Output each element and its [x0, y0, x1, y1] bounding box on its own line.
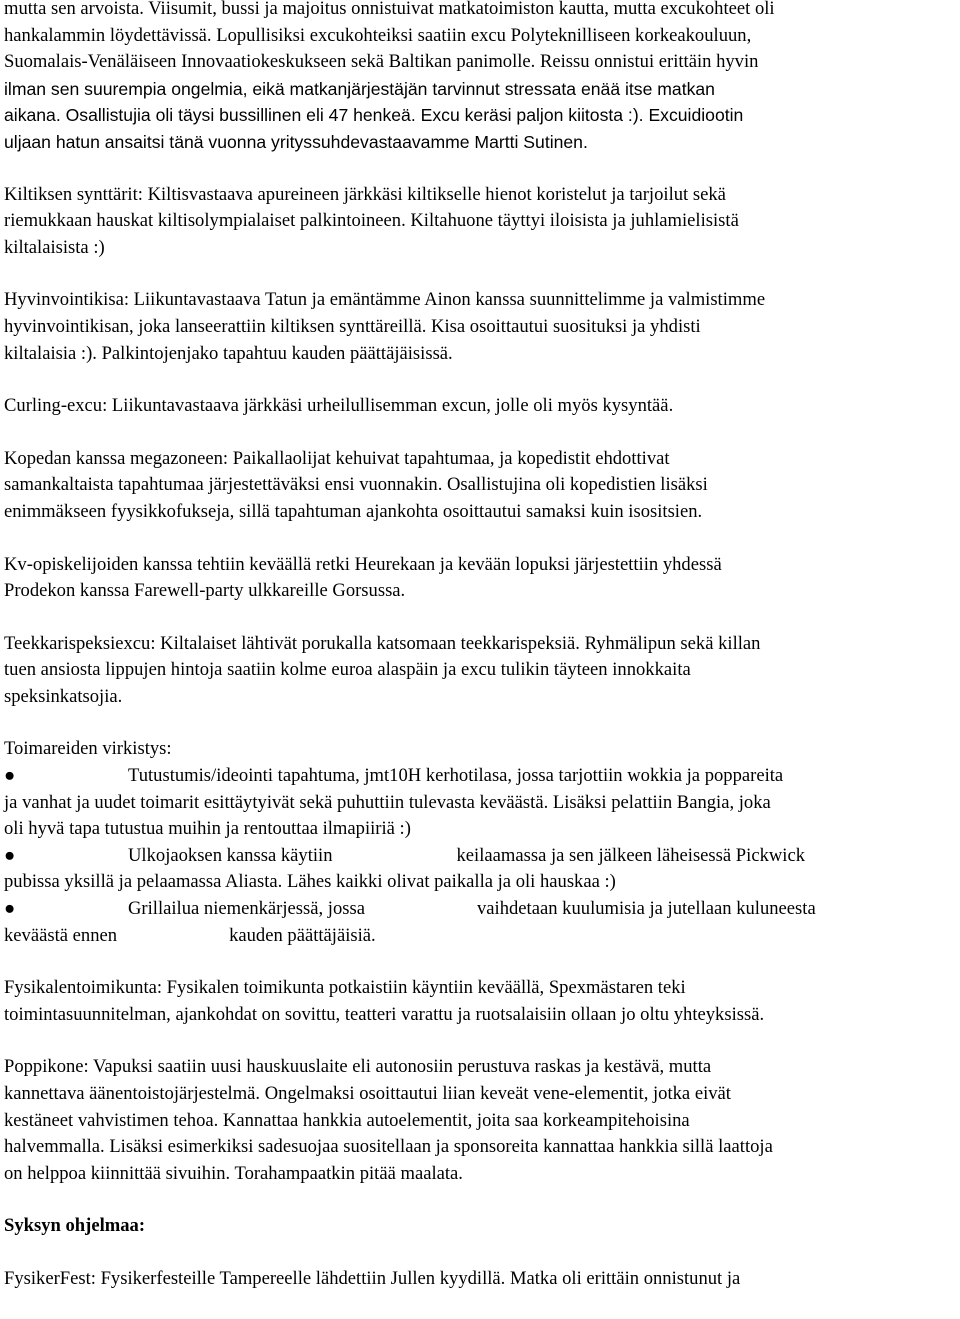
text-line: halvemmalla. Lisäksi esimerkiksi sadesuojaa suositellaan ja sponsoreita kannattaa hankkia sillä laattoja — [4, 1136, 773, 1158]
bullet-icon: ● — [4, 765, 16, 787]
section-toimareiden-virkistys — [4, 736, 956, 949]
text-line: enimmäkseen fyysikkofukseja, sillä tapahtuman ajankohta osoittautui samaksi kuin isositsien. — [4, 500, 703, 522]
paragraph-megazone — [4, 446, 956, 526]
paragraph-fysikalentoimikunta — [4, 975, 956, 1028]
list-item-text: vaihdetaan kuulumisia ja jutellaan kuluneesta — [477, 898, 816, 920]
text-line: hyvinvointikisan, joka lanseerattiin kiltiksen synttäreillä. Kisa osoittautui suosituksi ja yhdisti — [4, 315, 701, 337]
text-line: Suomalais-Venäläiseen Innovaatiokeskukseen sekä Baltikan panimolle. Reissu onnistui erittäin hyvin — [4, 51, 759, 73]
text-line: hankalammin löydettävissä. Lopullisiksi excukohteiksi saatiin excu Polyteknilliseen korkeakouluun, — [4, 24, 752, 46]
list-item — [4, 843, 956, 870]
text-line: toimintasuunnitelman, ajankohdat on sovittu, teatteri varattu ja ruotsalaisiin ollaan jo oltu yhteyksissä. — [4, 1003, 765, 1025]
list-item-text: keilaamassa ja sen jälkeen läheisessä Pickwick — [456, 844, 806, 866]
text-line: Curling-excu: Liikuntavastaava järkkäsi urheilullisemman excun, jolle oli myös kysyntää. — [4, 395, 674, 417]
text-line: tuen ansiosta lippujen hintoja saatiin kolme euroa alaspäin ja excu tulikin täyteen innokkaita — [4, 659, 691, 681]
paragraph-teekkarispeksi — [4, 631, 956, 711]
paragraph-curling-excu — [4, 393, 956, 420]
text-line: ja vanhat ja uudet toimarit esittäytyivät sekä puhuttiin tulevasta keväästä. Lisäksi pelattiin Bangia, joka — [4, 791, 771, 813]
text-line — [4, 923, 956, 950]
paragraph-poppikone — [4, 1054, 956, 1187]
text-line: kiltalaisista :) — [4, 236, 105, 258]
text-line: kannettava äänentoistojärjestelmä. Ongelmaksi osoittautui liian keveät vene-elementit, jotka eivät — [4, 1083, 731, 1104]
text-line: Kiltiksen synttärit: Kiltisvastaava apureineen järkkäsi kiltikselle hienot koristelut ja tarjoilut sekä — [4, 183, 726, 205]
text-line: uljaan hatun ansaitsi tänä vuonna yrityssuhdevastaavamme Martti Sutinen. — [4, 131, 588, 152]
text-line: Prodekon kanssa Farewell-party ulkkareille Gorsussa. — [4, 580, 406, 602]
paragraph-kiltiksen-synttarit — [4, 182, 956, 262]
bullet-icon: ● — [4, 844, 16, 866]
list-item-text: Ulkojaoksen kanssa käytiin — [128, 844, 333, 866]
text-line: riemukkaan hauskat kiltisolympialaiset palkintoineen. Kiltahuone täyttyi iloisista ja juhlamielisistä — [4, 210, 739, 232]
text-line: Hyvinvointikisa: Liikuntavastaava Tatun ja emäntämme Ainon kanssa suunnittelimme ja valmistimme — [4, 289, 766, 311]
paragraph-kv-opiskelijat — [4, 552, 956, 605]
document-body — [4, 0, 956, 1319]
text-line: speksinkatsojia. — [4, 685, 123, 707]
text-line: mutta sen arvoista. Viisumit, bussi ja majoitus onnistuivat matkatoimiston kautta, mutta excukohteet oli — [4, 0, 775, 19]
section-heading-syksyn-ohjelmaa — [4, 1213, 956, 1240]
text-line: Teekkarispeksiexcu: Kiltalaiset lähtivät porukalla katsomaan teekkarispeksiä. Ryhmälipun sekä killan — [4, 632, 761, 654]
text-line: on helppoa kiinnittää sivuihin. Torahampaatkin pitää maalata. — [4, 1162, 463, 1184]
text-fragment: kauden päättäjäisiä. — [229, 924, 376, 946]
text-line: Poppikone: Vapuksi saatiin uusi hauskuuslaite eli autonosiin perustuva raskas ja kestävä, mutta — [4, 1056, 712, 1078]
bullet-icon: ● — [4, 898, 16, 920]
text-line: oli hyvä tapa tutustua muihin ja rentouttaa ilmapiiriä :) — [4, 818, 411, 840]
section-heading: Syksyn ohjelmaa: — [4, 1215, 146, 1237]
list-item-text: Tutustumis/ideointi tapahtuma, jmt10H kerhotilasa, jossa tarjottiin wokkia ja poppareita — [128, 765, 784, 787]
text-line: ilman sen suurempia ongelmia, eikä matkanjärjestäjän tarvinnut stressata enää itse matkan — [4, 78, 715, 99]
text-line: Kv-opiskelijoiden kanssa tehtiin keväällä retki Heurekaan ja kevään lopuksi järjestettiin yhdessä — [4, 553, 722, 575]
text-line: kestäneet vahvistimen tehoa. Kannattaa hankkia autoelementit, joita saa korkeampitehoisina — [4, 1109, 690, 1131]
paragraph-fysikerfest — [4, 1266, 956, 1293]
list-item-text: Grillailua niemenkärjessä, jossa — [128, 898, 365, 920]
section-heading: Toimareiden virkistys: — [4, 738, 172, 760]
text-line: FysikerFest: Fysikerfesteille Tampereelle lähdettiin Jullen kyydillä. Matka oli erittäin onnistunut ja — [4, 1267, 741, 1289]
text-line: Kopedan kanssa megazoneen: Paikallaolijat kehuivat tapahtumaa, ja kopedistit ehdottivat — [4, 447, 670, 469]
text-line: Fysikalentoimikunta: Fysikalen toimikunta potkaistiin käyntiin keväällä, Spexmästaren teki — [4, 977, 686, 999]
text-fragment: keväästä ennen — [4, 924, 118, 946]
text-line: aikana. Osallistujia oli täysi bussillinen eli 47 henkeä. Excu keräsi paljon kiitosta :). Excuidiootin — [4, 105, 744, 126]
paragraph-pietari-excu — [4, 0, 956, 156]
text-line: kiltalaisia :). Palkintojenjako tapahtuu kauden päättäjäisissä. — [4, 342, 453, 364]
list-item — [4, 896, 956, 923]
text-line: pubissa yksillä ja pelaamassa Aliasta. Lähes kaikki olivat paikalla ja oli hauskaa :) — [4, 871, 616, 893]
text-line: samankaltaista tapahtumaa järjestettäväksi ensi vuonnakin. Osallistujina oli kopedistien lisäksi — [4, 474, 708, 496]
paragraph-hyvinvointikisa — [4, 287, 956, 367]
list-item — [4, 763, 956, 790]
